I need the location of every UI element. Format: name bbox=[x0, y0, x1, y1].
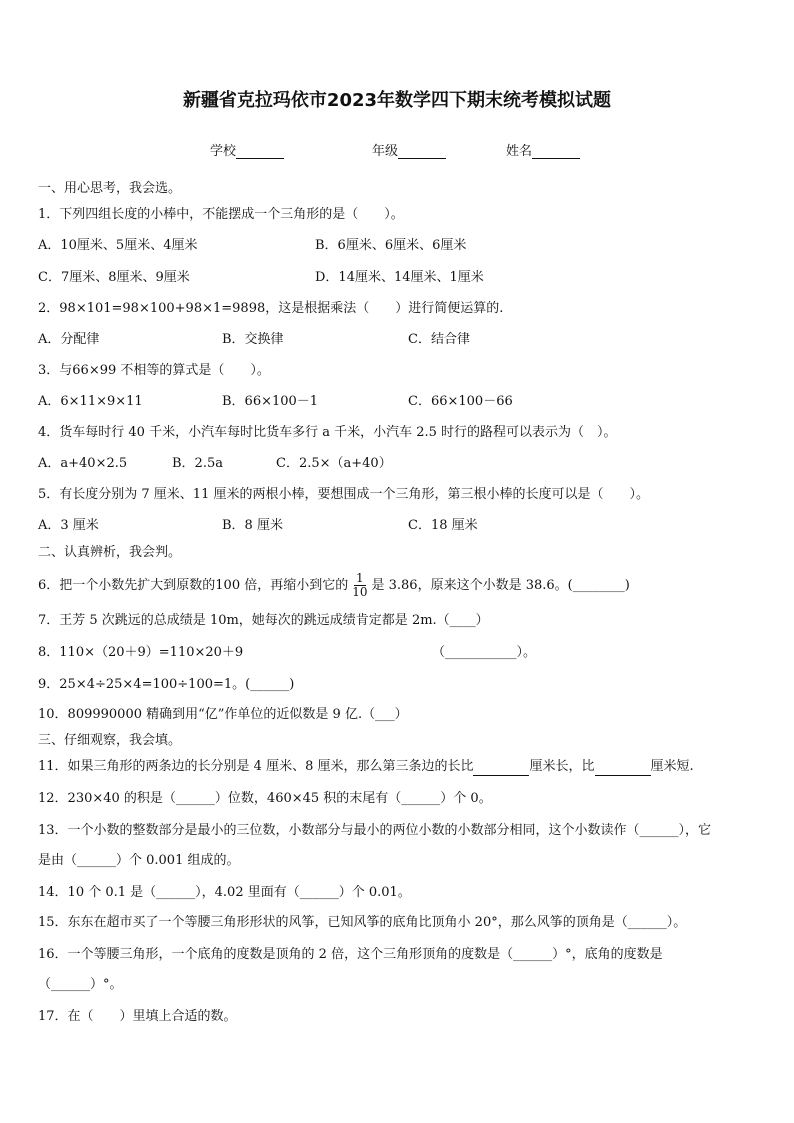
question-8: 8．110×（20＋9）=110×20＋9 bbox=[38, 645, 244, 660]
question-13-line-2: 是由（______）个 0.001 组成的。 bbox=[38, 853, 240, 868]
q5-option-b[interactable]: B．8 厘米 bbox=[222, 518, 283, 533]
school-field[interactable] bbox=[210, 140, 284, 159]
question-17: 17．在（ ）里填上合适的数。 bbox=[38, 1009, 237, 1024]
question-6 bbox=[38, 572, 630, 599]
question-3: 3．与66×99 不相等的算式是（ ）。 bbox=[38, 363, 270, 378]
q1-option-a[interactable]: A．10厘米、5厘米、4厘米 bbox=[38, 238, 198, 253]
question-16-line-1: 16．一个等腰三角形，一个底角的度数是顶角的 2 倍，这个三角形顶角的度数是（______）°，底角的度数是 bbox=[38, 947, 663, 962]
question-2: 2．98×101=98×100+98×1=9898，这是根据乘法（ ）进行简便运算的. bbox=[38, 301, 504, 316]
q3-option-b[interactable]: B．66×100－1 bbox=[222, 394, 319, 409]
question-7: 7．王芳 5 次跳远的总成绩是 10m，她每次的跳远成绩肯定都是 2m.（____） bbox=[38, 613, 489, 628]
q2-option-a[interactable]: A．分配律 bbox=[38, 332, 100, 347]
grade-blank[interactable] bbox=[398, 146, 446, 159]
school-blank[interactable] bbox=[236, 146, 284, 159]
q11-text-middle: 厘米长，比 bbox=[529, 759, 595, 774]
section-heading-3: 三、仔细观察，我会填。 bbox=[38, 733, 182, 748]
question-9: 9．25×4÷25×4=100÷100=1。(______) bbox=[38, 677, 295, 692]
q2-option-c[interactable]: C．结合律 bbox=[408, 332, 470, 347]
q4-option-a[interactable]: A．a+40×2.5 bbox=[38, 456, 128, 471]
question-12: 12．230×40 的积是（______）位数，460×45 积的末尾有（______）个 0。 bbox=[38, 791, 492, 806]
q1-option-d[interactable]: D．14厘米、14厘米、1厘米 bbox=[315, 270, 484, 285]
section-heading-2: 二、认真辨析，我会判。 bbox=[38, 545, 182, 560]
section-heading-1: 一、用心思考，我会选。 bbox=[38, 181, 182, 196]
q3-option-c[interactable]: C．66×100－66 bbox=[408, 394, 513, 409]
question-5: 5．有长度分别为 7 厘米、11 厘米的两根小棒，要想围成一个三角形，第三根小棒的长度可以是（ ）。 bbox=[38, 487, 649, 502]
fraction-one-tenth bbox=[350, 572, 369, 599]
fraction-denominator: 10 bbox=[352, 585, 368, 599]
q2-option-b[interactable]: B．交换律 bbox=[222, 332, 284, 347]
grade-field[interactable] bbox=[372, 140, 446, 159]
name-blank[interactable] bbox=[532, 146, 580, 159]
q5-option-a[interactable]: A．3 厘米 bbox=[38, 518, 99, 533]
question-11 bbox=[38, 758, 694, 776]
name-label: 姓名 bbox=[506, 144, 533, 159]
page-title: 新疆省克拉玛依市2023年数学四下期末统考模拟试题 bbox=[182, 90, 612, 111]
question-1: 1．下列四组长度的小棒中，不能摆成一个三角形的是（ ）。 bbox=[38, 207, 404, 222]
q11-text-after: 厘米短. bbox=[650, 759, 694, 774]
question-13-line-1: 13．一个小数的整数部分是最小的三位数，小数部分与最小的两位小数的小数部分相同，这个小数读作（______），它 bbox=[38, 823, 712, 838]
q5-option-c[interactable]: C．18 厘米 bbox=[408, 518, 478, 533]
question-15: 15．东东在超市买了一个等腰三角形形状的风筝，已知风筝的底角比顶角小 20°，那么风筝的顶角是（______）。 bbox=[38, 915, 687, 930]
q11-text-before: 11．如果三角形的两条边的长分别是 4 厘米、8 厘米，那么第三条边的长比 bbox=[38, 759, 474, 774]
question-4: 4．货车每时行 40 千米，小汽车每时比货车多行 a 千米，小汽车 2.5 时行的路程可以表示为（ ）。 bbox=[38, 425, 617, 440]
question-10: 10．809990000 精确到用“亿”作单位的近似数是 9 亿.（___） bbox=[38, 707, 408, 722]
q6-text-before: 6．把一个小数先扩大到原数的100 倍，再缩小到它的 bbox=[38, 578, 349, 593]
q11-blank-2[interactable] bbox=[595, 763, 651, 776]
q1-option-b[interactable]: B．6厘米、6厘米、6厘米 bbox=[315, 238, 467, 253]
q3-option-a[interactable]: A．6×11×9×11 bbox=[38, 394, 143, 409]
q11-blank-1[interactable] bbox=[473, 763, 529, 776]
q4-option-b[interactable]: B．2.5a bbox=[172, 456, 223, 471]
q8-answer-blank[interactable]: （___________）。 bbox=[432, 645, 537, 660]
question-16-line-2: （______）°。 bbox=[38, 977, 123, 992]
name-field[interactable] bbox=[506, 140, 580, 159]
q4-option-c[interactable]: C．2.5×（a+40） bbox=[276, 456, 392, 471]
q1-option-c[interactable]: C．7厘米、8厘米、9厘米 bbox=[38, 270, 190, 285]
question-14: 14．10 个 0.1 是（______），4.02 里面有（______）个 0.01。 bbox=[38, 885, 411, 900]
q6-text-after: 是 3.86，原来这个小数是 38.6。(________) bbox=[371, 578, 630, 593]
fraction-numerator: 1 bbox=[356, 571, 364, 585]
school-label: 学校 bbox=[210, 144, 237, 159]
grade-label: 年级 bbox=[372, 144, 399, 159]
